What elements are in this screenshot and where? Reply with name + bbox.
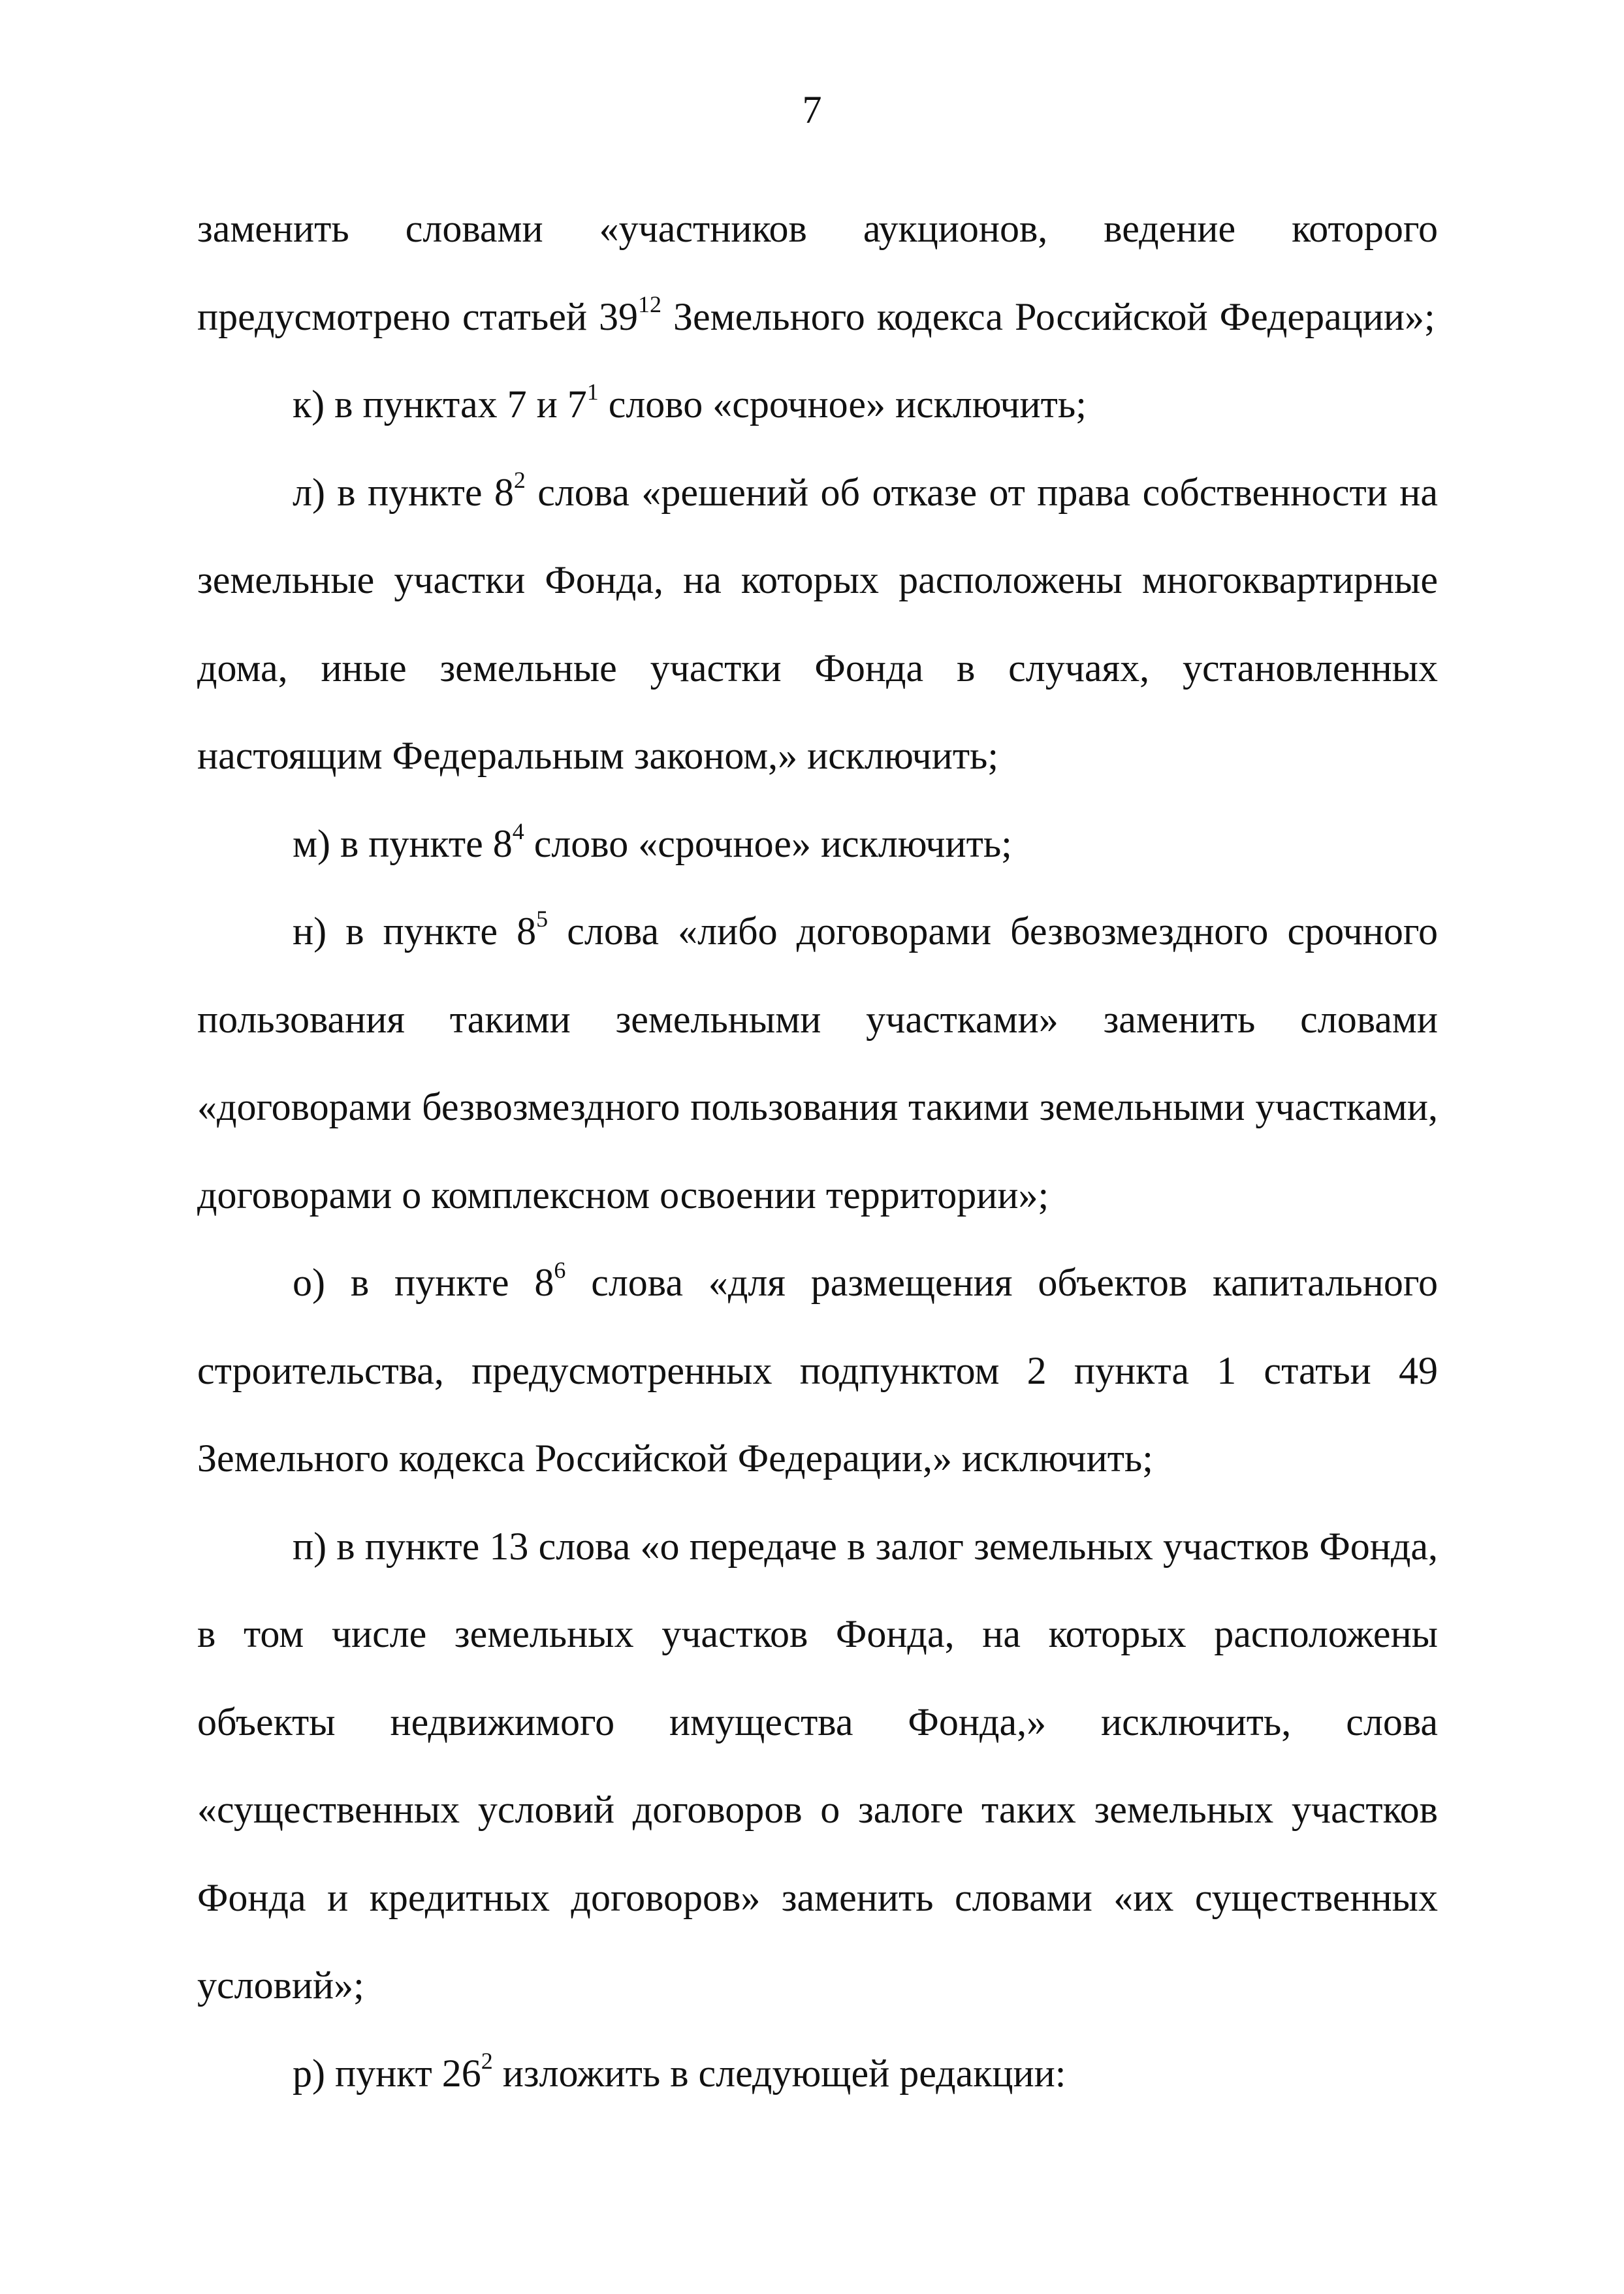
superscript: 4 bbox=[512, 818, 524, 844]
superscript: 2 bbox=[513, 466, 526, 493]
paragraph-m: м) в пункте $8^4$ слово «срочное» исключить; bbox=[293, 818, 1012, 865]
paragraph-o: о) в пункте $8^6$ слова «для размещения объектов капитального строительства, предусмотренных подпунктом 2 пункта 1 статьи 49 Земельного кодекса Российской Федерации,» исключить; bbox=[197, 1257, 1438, 1480]
superscript: 1 bbox=[586, 379, 599, 405]
paragraph-n: н) в пункте $8^5$ слова «либо договорами безвозмездного срочного пользования такими земельными участками» заменить словами «договорами безвозмездного пользования такими земельными участками, договорами о комплексном освоении территории»; bbox=[197, 906, 1438, 1217]
paragraph-k: к) в пунктах 7 и $7^1$ слово «срочное» исключить; bbox=[293, 379, 1087, 426]
paragraph-continuation: заменить словами «участников аукционов, ведение которого предусмотрено статьей $39^{12}$ Земельного кодекса Российской Федерации»; bbox=[197, 207, 1438, 338]
document-body bbox=[197, 185, 1438, 2117]
superscript: 2 bbox=[481, 2047, 493, 2074]
paragraph-l: л) в пункте $8^2$ слова «решений об отказе от права собственности на земельные участки Фонда, на которых расположены многоквартирные дома, иные земельные участки Фонда в случаях, установленных настоящим Федеральным законом,» исключить; bbox=[197, 466, 1438, 777]
page-number: 7 bbox=[802, 88, 822, 131]
superscript: 6 bbox=[554, 1257, 566, 1283]
superscript: 12 bbox=[637, 291, 661, 317]
superscript: 5 bbox=[536, 906, 549, 932]
paragraph-p: п) в пункте 13 слова «о передаче в залог земельных участков Фонда, в том числе земельных участков Фонда, на которых расположены объекты недвижимого имущества Фонда,» исключить, слова «существенных условий договоров о залоге таких земельных участков Фонда и кредитных договоров» заменить словами «их существенных условий»; bbox=[197, 1524, 1438, 2007]
paragraph-r: р) пункт $26^2$ изложить в следующей редакции: bbox=[293, 2047, 1066, 2095]
